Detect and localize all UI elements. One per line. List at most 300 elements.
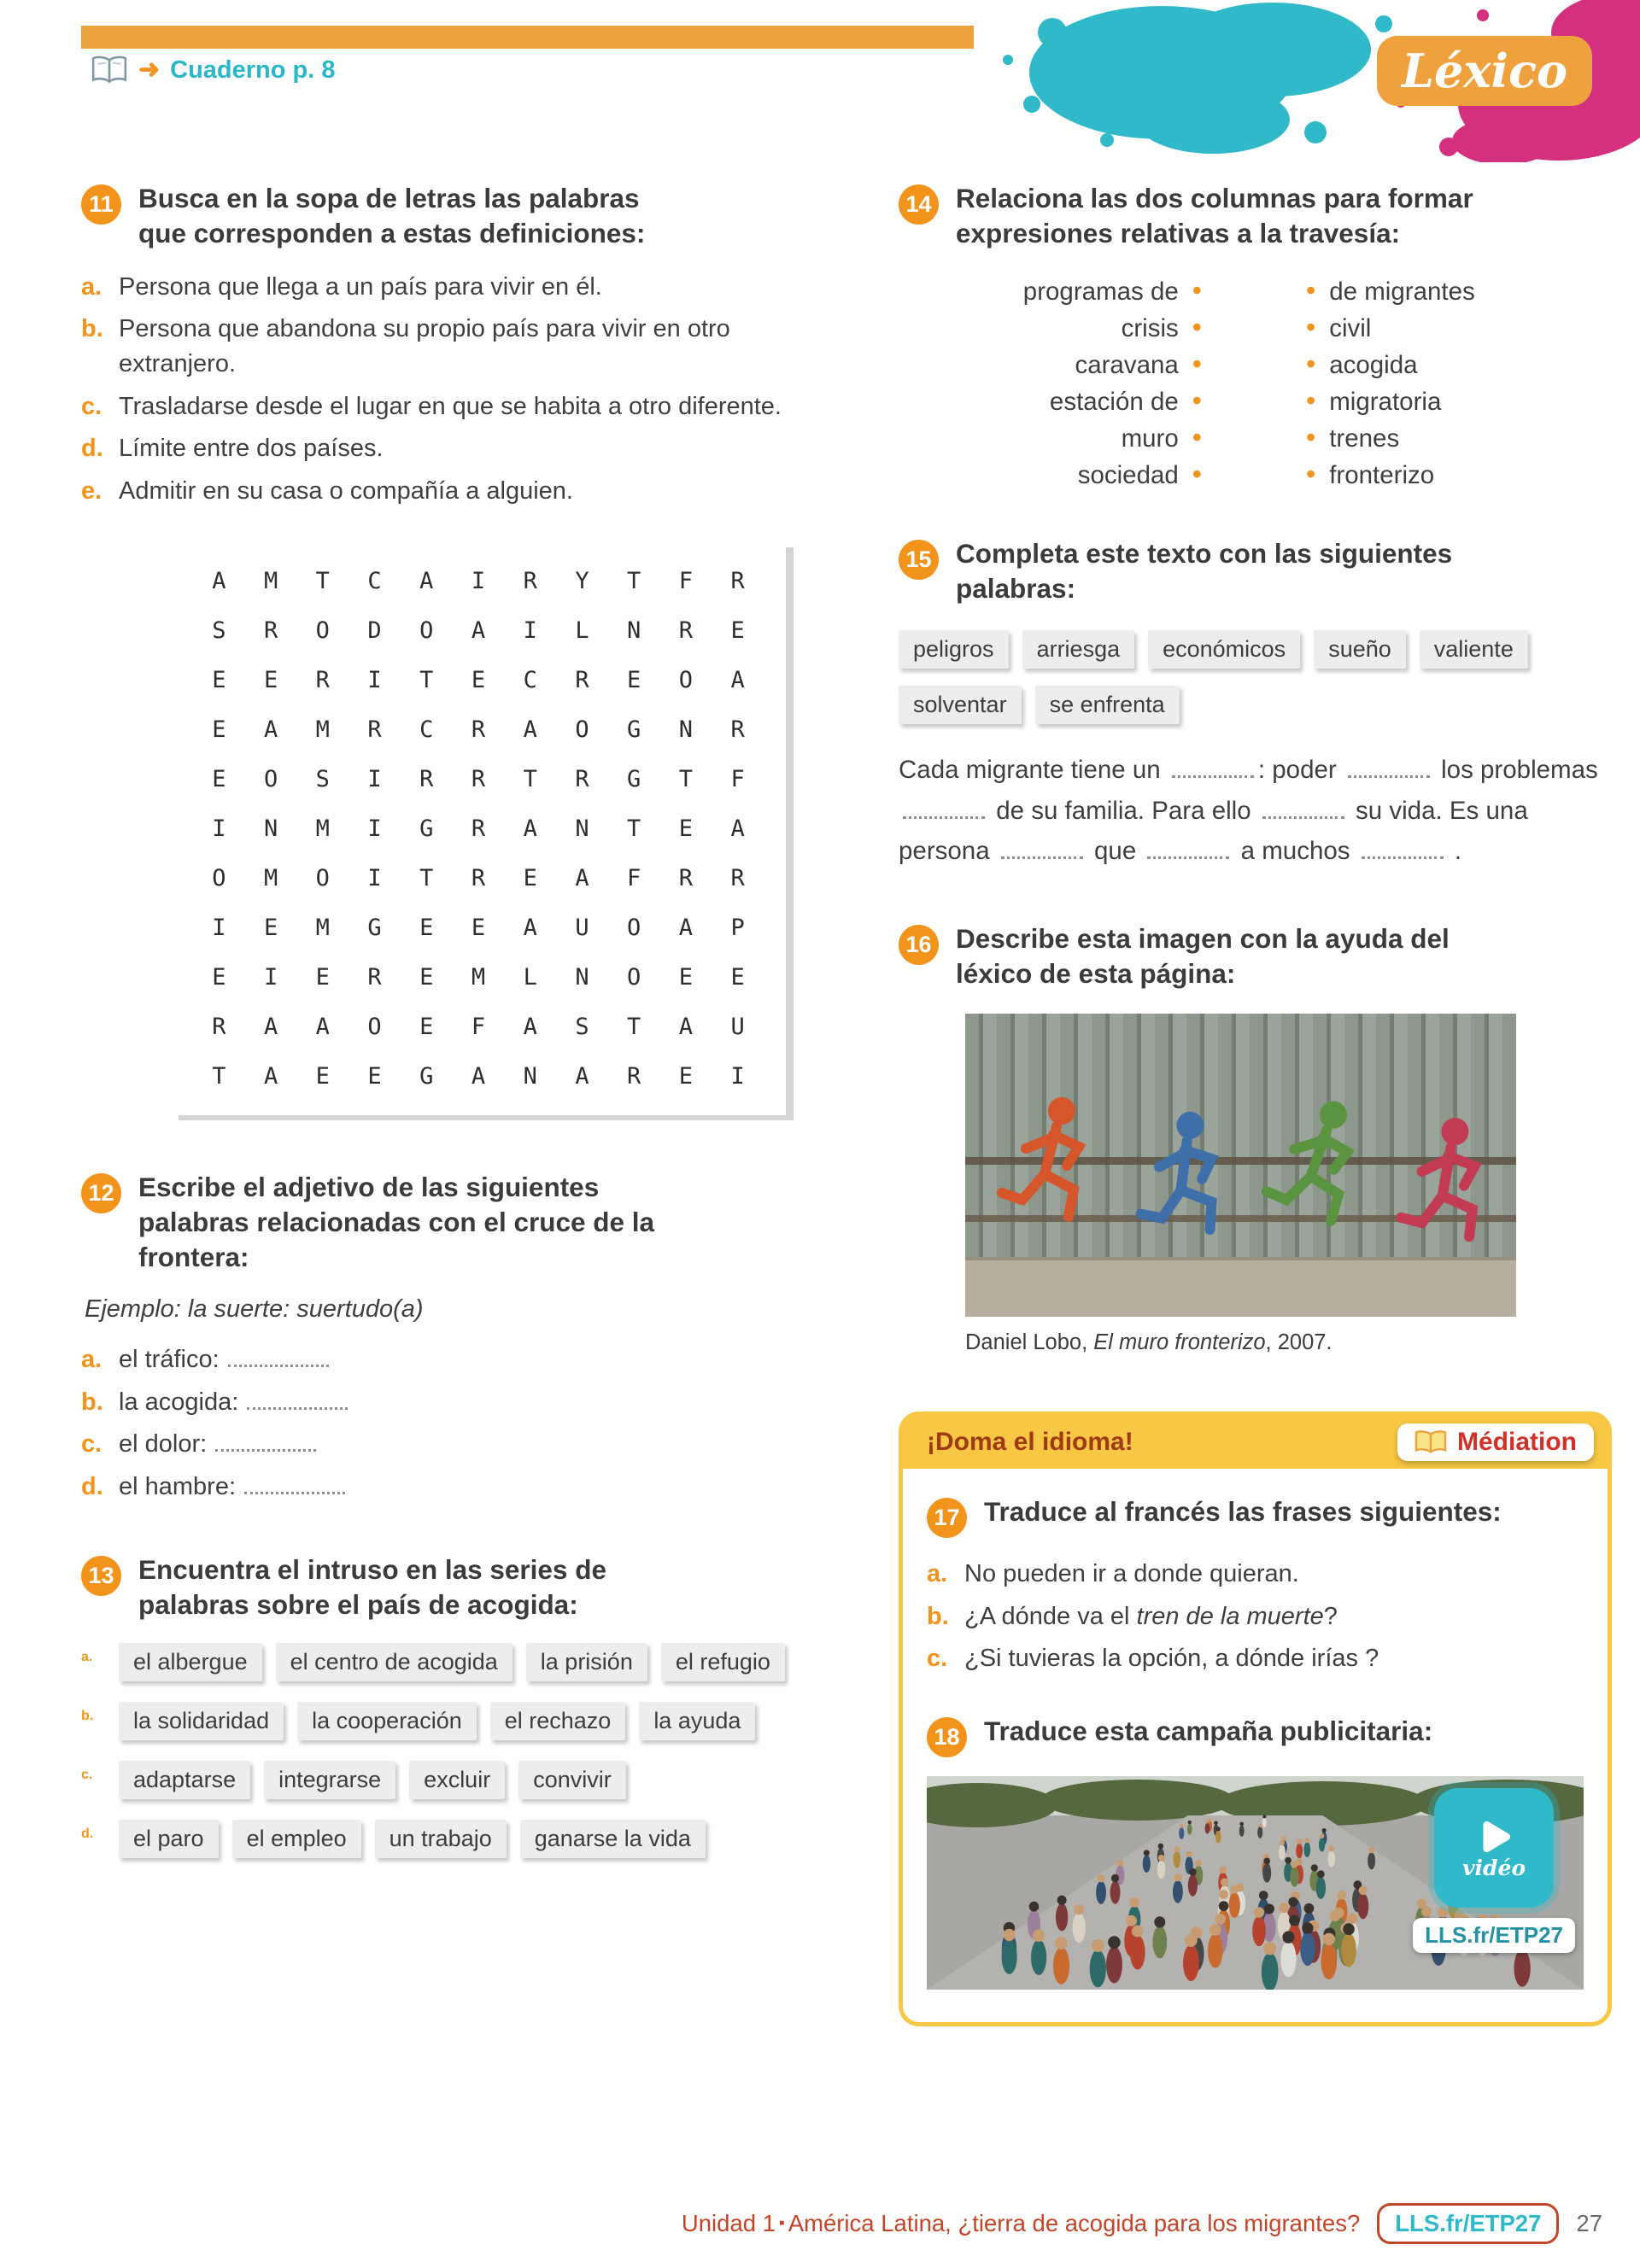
video-badge <box>1413 1788 1575 1953</box>
item-label: d. <box>81 1473 103 1501</box>
doma-box-body <box>903 1469 1608 2022</box>
exercise-12-title: Escribe el adjetivo de las siguientes palabras relacionadas con el cruce de la frontera: <box>138 1172 655 1273</box>
grid-letter: M <box>263 865 278 892</box>
grid-letter: O <box>575 716 589 744</box>
item-label: b. <box>927 1602 949 1630</box>
lls-code-link[interactable]: LLS.fr/ETP27 <box>1377 2203 1559 2244</box>
match-left-item <box>1049 384 1202 417</box>
match-right-item <box>1306 421 1400 453</box>
video-label: vidéo <box>1462 1856 1526 1881</box>
grid-letter: A <box>730 667 745 694</box>
exercise-17 <box>927 1494 1584 1676</box>
grid-letter: E <box>315 964 330 991</box>
exercise-16-number: 16 <box>899 925 939 965</box>
grid-letter: O <box>315 617 330 645</box>
arrow-icon: ➜ <box>138 56 161 84</box>
match-dot-icon: • <box>1192 348 1202 379</box>
grid-letter: E <box>678 815 694 843</box>
item-text: ¿A dónde va el tren de la muerte? <box>964 1602 1338 1630</box>
word-chip: la ayuda <box>639 1702 755 1740</box>
item-label: c. <box>927 1645 948 1673</box>
grid-letter: G <box>367 915 382 942</box>
unit-label: Unidad 1 <box>681 2210 776 2236</box>
word-chip: arriesga <box>1022 630 1135 669</box>
grid-letter: E <box>730 617 745 645</box>
sentence-item <box>927 1599 1584 1634</box>
grid-letter: E <box>730 964 745 991</box>
match-text: fronterizo <box>1329 460 1435 489</box>
play-icon <box>1470 1815 1518 1859</box>
grid-letter: E <box>212 667 226 694</box>
item-text: ¿Si tuvieras la opción, a dónde irías ? <box>964 1645 1379 1673</box>
word-chip: ganarse la vida <box>520 1820 706 1858</box>
grid-letter: N <box>627 617 641 645</box>
item-label: c. <box>81 1430 102 1458</box>
grid-letter: R <box>315 667 330 694</box>
ex13-rows <box>81 1643 837 1858</box>
exercise-11 <box>81 181 837 1115</box>
grid-letter: R <box>575 766 589 793</box>
item-label: a. <box>81 272 102 301</box>
grid-letter: M <box>315 815 330 843</box>
caption-year: , 2007. <box>1265 1330 1332 1354</box>
match-dot-icon: • <box>1306 274 1316 306</box>
grid-letter: C <box>523 667 537 694</box>
cloze-blank <box>1172 774 1254 778</box>
grid-letter: A <box>471 617 486 645</box>
item-label: b. <box>81 315 103 343</box>
grid-letter: I <box>523 617 537 645</box>
grid-letter: R <box>471 815 486 843</box>
item-text: el hambre: <box>119 1470 837 1505</box>
video-code-link[interactable]: LLS.fr/ETP27 <box>1413 1918 1575 1953</box>
grid-letter: T <box>523 766 537 793</box>
exercise-15 <box>899 536 1612 872</box>
exercise-17-header <box>927 1494 1584 1538</box>
grid-letter: E <box>678 1063 694 1090</box>
exercise-13-header <box>81 1552 837 1622</box>
match-text: programas de <box>1022 277 1179 306</box>
grid-letter: G <box>419 815 434 843</box>
exercise-14 <box>899 181 1612 490</box>
cuaderno-label: Cuaderno p. 8 <box>170 56 336 84</box>
word-chip: solventar <box>899 686 1022 724</box>
item-label: b. <box>81 1708 94 1723</box>
grid-letter: A <box>523 815 537 843</box>
item-text: Límite entre dos países. <box>119 435 384 463</box>
match-dot-icon: • <box>1306 384 1316 416</box>
grid-letter: U <box>730 1014 745 1041</box>
ex15-word-bank <box>899 630 1612 724</box>
exercise-15-title: Completa este texto con las siguientes palabras: <box>956 537 1453 604</box>
exercise-12 <box>81 1170 837 1504</box>
grid-letter: A <box>263 716 278 744</box>
grid-letter: N <box>523 1063 537 1090</box>
grid-letter: R <box>627 1063 641 1090</box>
exercise-11-number: 11 <box>81 184 121 225</box>
grid-letter: T <box>678 766 694 793</box>
unit-title: América Latina, ¿tierra de acogida para los migrantes? <box>788 2210 1361 2236</box>
exercise-13-number: 13 <box>81 1556 121 1596</box>
doma-el-idioma-box <box>899 1412 1612 2026</box>
grid-letter: A <box>212 568 226 595</box>
item-label: d. <box>81 435 103 463</box>
grid-letter: M <box>263 568 278 595</box>
grid-letter: A <box>523 915 537 942</box>
grid-letter: R <box>678 617 694 645</box>
grid-letter: R <box>523 568 537 595</box>
match-left-item <box>1022 274 1202 307</box>
item-text: el dolor: <box>119 1427 837 1462</box>
item-label: d. <box>81 1826 94 1841</box>
match-left-item <box>1078 460 1202 490</box>
word-chip: el albergue <box>119 1643 262 1681</box>
grid-letter: R <box>367 716 382 744</box>
grid-letter: E <box>627 667 641 694</box>
match-dot-icon: • <box>1192 458 1202 489</box>
exercise-16-title: Describe esta imagen con la ayuda del léxico de esta página: <box>956 923 1450 990</box>
grid-letter: A <box>575 865 589 892</box>
word-search-grid <box>171 542 786 1115</box>
item-text: el tráfico: <box>119 1342 837 1377</box>
match-right-item <box>1306 274 1475 307</box>
cuaderno-link[interactable] <box>91 55 336 85</box>
grid-letter: E <box>367 1063 382 1090</box>
word-chip: valiente <box>1420 630 1528 669</box>
match-dot-icon: • <box>1192 274 1202 306</box>
exercise-12-header <box>81 1170 837 1275</box>
match-text: de migrantes <box>1329 277 1475 306</box>
video-play-button[interactable] <box>1434 1788 1554 1908</box>
match-text: caravana <box>1075 350 1179 379</box>
exercise-14-number: 14 <box>899 184 939 225</box>
grid-letter: A <box>678 1014 694 1041</box>
item-text: Admitir en su casa o compañía a alguien. <box>119 476 573 505</box>
match-dot-icon: • <box>1192 421 1202 453</box>
match-left-item <box>1075 350 1202 380</box>
grid-letter: S <box>315 766 330 793</box>
chip-group <box>119 1761 626 1799</box>
grid-letter: T <box>315 568 330 595</box>
grid-letter: N <box>263 815 278 843</box>
exercise-16-header <box>899 921 1612 991</box>
definition-item <box>81 389 837 424</box>
match-dot-icon: • <box>1306 421 1316 453</box>
grid-letter: T <box>627 568 641 595</box>
grid-letter: I <box>212 815 226 843</box>
caption-work-title: El muro fronterizo <box>1093 1330 1266 1354</box>
cloze-blank <box>1262 815 1344 819</box>
grid-letter: I <box>730 1063 745 1090</box>
grid-letter: F <box>627 865 641 892</box>
ex17-items <box>927 1557 1584 1676</box>
grid-letter: R <box>471 865 486 892</box>
item-label: e. <box>81 476 102 505</box>
adjective-item <box>81 1470 837 1505</box>
word-chip: la prisión <box>526 1643 647 1681</box>
chip-group <box>119 1643 785 1681</box>
grid-letter: L <box>575 617 589 645</box>
grid-letter: R <box>730 716 745 744</box>
top-orange-bar <box>81 26 974 49</box>
grid-letter: R <box>419 766 434 793</box>
intruder-row <box>81 1761 837 1799</box>
grid-letter: R <box>575 667 589 694</box>
grid-letter: O <box>315 865 330 892</box>
grid-letter: A <box>263 1063 278 1090</box>
item-label: b. <box>81 1388 103 1416</box>
exercise-14-title: Relaciona las dos columnas para formar expresiones relativas a la travesía: <box>956 183 1473 248</box>
grid-letter: E <box>263 667 278 694</box>
sentence-item <box>927 1557 1584 1592</box>
match-dot-icon: • <box>1192 311 1202 342</box>
word-chip: integrarse <box>264 1761 395 1799</box>
match-text: muro <box>1121 424 1179 453</box>
definition-item <box>81 270 837 305</box>
item-label: c. <box>81 1767 93 1782</box>
match-dot-icon: • <box>1306 458 1316 489</box>
grid-letter: T <box>419 865 434 892</box>
grid-letter: E <box>212 766 226 793</box>
match-right-item <box>1306 313 1371 343</box>
grid-letter: T <box>419 667 434 694</box>
item-text: la acogida: <box>119 1385 837 1420</box>
grid-letter: O <box>212 865 226 892</box>
content-columns <box>81 181 1612 2026</box>
grid-letter: S <box>575 1014 589 1041</box>
exercise-11-title: Busca en la sopa de letras las palabras que corresponden a estas definiciones: <box>138 183 646 248</box>
match-text: crisis <box>1121 313 1179 342</box>
grid-letter: I <box>263 964 278 991</box>
exercise-18 <box>927 1714 1584 1990</box>
match-text: trenes <box>1329 424 1400 453</box>
match-right-item <box>1306 384 1442 417</box>
grid-letter: C <box>419 716 434 744</box>
grid-letter: O <box>419 617 434 645</box>
intruder-row <box>81 1820 837 1858</box>
grid-letter: E <box>678 964 694 991</box>
grid-letter: O <box>263 766 278 793</box>
grid-letter: O <box>627 915 641 942</box>
open-book-icon <box>91 55 128 85</box>
word-chip: la solidaridad <box>119 1702 284 1740</box>
exercise-11-header <box>81 181 837 251</box>
ex14-right-column <box>1306 274 1475 490</box>
grid-letter: R <box>471 766 486 793</box>
grid-letter: A <box>523 1014 537 1041</box>
grid-letter: F <box>471 1014 486 1041</box>
adjective-item <box>81 1342 837 1377</box>
match-right-item <box>1306 460 1434 490</box>
answer-blank <box>215 1447 316 1452</box>
grid-letter: L <box>523 964 537 991</box>
word-chip: excluir <box>409 1761 505 1799</box>
grid-letter: E <box>419 964 434 991</box>
grid-letter: A <box>575 1063 589 1090</box>
grid-letter: I <box>471 568 486 595</box>
exercise-13-title: Encuentra el intruso en las series de palabras sobre el país de acogida: <box>138 1553 606 1620</box>
answer-blank <box>247 1406 348 1410</box>
grid-letter: M <box>315 716 330 744</box>
campaign-image <box>927 1776 1584 1990</box>
grid-letter: A <box>315 1014 330 1041</box>
grid-letter: G <box>627 716 641 744</box>
exercise-15-header <box>899 536 1612 606</box>
page-number: 27 <box>1576 2210 1602 2236</box>
grid-letter: E <box>263 915 278 942</box>
grid-letter: R <box>730 865 745 892</box>
grid-letter: G <box>419 1063 434 1090</box>
open-book-icon <box>1414 1429 1447 1456</box>
mediation-badge <box>1397 1423 1594 1461</box>
exercise-13 <box>81 1552 837 1858</box>
match-right-item <box>1306 350 1418 380</box>
italic-phrase: tren de la muerte <box>1136 1602 1324 1630</box>
grid-letter: M <box>471 964 486 991</box>
word-chip: económicos <box>1148 630 1300 669</box>
word-chip: se enfrenta <box>1035 686 1180 724</box>
grid-letter: S <box>212 617 226 645</box>
grid-letter: I <box>367 815 382 843</box>
grid-letter: I <box>212 915 226 942</box>
cloze-blank <box>903 815 985 819</box>
grid-letter: E <box>212 716 226 744</box>
paper-figures-illustration <box>965 1014 1516 1317</box>
word-chip: adaptarse <box>119 1761 250 1799</box>
match-text: acogida <box>1329 350 1418 379</box>
answer-blank <box>244 1490 345 1494</box>
page-footer <box>682 2203 1602 2244</box>
grid-letter: T <box>212 1063 226 1090</box>
definition-item <box>81 474 837 509</box>
exercise-17-number: 17 <box>927 1498 967 1538</box>
grid-letter: R <box>367 964 382 991</box>
grid-letter: C <box>367 568 382 595</box>
grid-letter: R <box>678 865 694 892</box>
match-left-item <box>1121 421 1202 453</box>
grid-letter: E <box>419 1014 434 1041</box>
ex15-cloze-text: Cada migrante tiene un : poder los problemas de su familia. Para ello su vida. Es una persona que a muchos . <box>899 755 1598 866</box>
word-chip: convivir <box>518 1761 626 1799</box>
exercise-17-title: Traduce al francés las frases siguientes: <box>984 1495 1502 1527</box>
mediation-label: Médiation <box>1457 1427 1577 1456</box>
cloze-blank <box>1001 855 1083 859</box>
word-chip: la cooperación <box>297 1702 477 1740</box>
definition-item <box>81 312 837 381</box>
grid-letter: E <box>523 865 537 892</box>
match-left-item <box>1122 313 1202 343</box>
cloze-blank <box>1147 855 1229 859</box>
cloze-blank <box>1362 855 1444 859</box>
grid-letter: D <box>367 617 382 645</box>
exercise-18-header <box>927 1714 1584 1757</box>
grid-letter: F <box>678 568 694 595</box>
grid-letter: I <box>367 766 382 793</box>
match-dot-icon: • <box>1306 311 1316 342</box>
paint-splash-decoration <box>905 0 1640 162</box>
match-text: migratoria <box>1329 387 1442 416</box>
word-chip: el rechazo <box>490 1702 626 1740</box>
word-chip: el refugio <box>661 1643 785 1681</box>
item-text: Persona que llega a un país para vivir en él. <box>119 272 602 301</box>
cloze-blank <box>1348 774 1430 778</box>
grid-letter: I <box>367 865 382 892</box>
caption-artist: Daniel Lobo, <box>965 1330 1094 1354</box>
grid-letter: A <box>523 716 537 744</box>
grid-letter: Y <box>575 568 589 595</box>
word-chip: el paro <box>119 1820 219 1858</box>
grid-letter: E <box>471 667 486 694</box>
example-line: Ejemplo: la suerte: suertudo(a) <box>85 1295 424 1324</box>
grid-letter: G <box>627 766 641 793</box>
match-dot-icon: • <box>1192 384 1202 416</box>
grid-letter: R <box>263 617 278 645</box>
exercise-14-header <box>899 181 1612 251</box>
grid-letter: A <box>419 568 434 595</box>
grid-letter: R <box>212 1014 226 1041</box>
chip-group <box>119 1820 706 1858</box>
definition-item <box>81 431 837 466</box>
item-text: Persona que abandona su propio país para vivir en otro extranjero. <box>119 315 730 378</box>
grid-letter: O <box>367 1014 382 1041</box>
grid-letter: T <box>627 1014 641 1041</box>
doma-box-title: ¡Doma el idioma! <box>927 1427 1133 1456</box>
grid-letter: A <box>471 1063 486 1090</box>
grid-letter: A <box>263 1014 278 1041</box>
intruder-row <box>81 1643 837 1681</box>
item-text: Trasladarse desde el lugar en que se habita a otro diferente. <box>119 392 782 420</box>
adjective-item <box>81 1427 837 1462</box>
grid-letter: E <box>315 1063 330 1090</box>
sentence-item <box>927 1641 1584 1676</box>
answer-blank <box>228 1363 329 1367</box>
grid-letter: U <box>575 915 589 942</box>
item-label: c. <box>81 392 102 420</box>
grid-letter: F <box>730 766 745 793</box>
match-text: estación de <box>1049 387 1179 416</box>
match-text: sociedad <box>1077 460 1179 489</box>
left-column <box>81 181 837 2026</box>
match-dot-icon: • <box>1306 348 1316 379</box>
doma-box-header <box>903 1416 1608 1469</box>
word-chip: el empleo <box>232 1820 361 1858</box>
grid-letter: P <box>730 915 745 942</box>
match-text: civil <box>1329 313 1372 342</box>
exercise-18-number: 18 <box>927 1717 967 1757</box>
ex11-definitions <box>81 270 837 509</box>
exercise-12-number: 12 <box>81 1173 121 1213</box>
grid-letter: R <box>471 716 486 744</box>
exercise-16 <box>899 921 1612 1355</box>
grid-letter: N <box>575 815 589 843</box>
muro-fronterizo-image <box>965 1014 1516 1317</box>
ex14-left-column <box>933 274 1202 490</box>
grid-letter: O <box>678 667 694 694</box>
matching-columns <box>933 274 1612 490</box>
grid-letter: N <box>678 716 694 744</box>
grid-letter: T <box>627 815 641 843</box>
grid-letter: O <box>627 964 641 991</box>
grid-letter: A <box>730 815 745 843</box>
image-caption <box>965 1330 1612 1355</box>
bullet-separator: ▪ <box>778 2214 785 2232</box>
item-text: No pueden ir a donde quieran. <box>964 1559 1299 1587</box>
grid-letter: A <box>678 915 694 942</box>
grid-letter: N <box>575 964 589 991</box>
lexico-badge-label: Léxico <box>1402 44 1567 98</box>
grid-letter: I <box>367 667 382 694</box>
grid-letter: E <box>471 915 486 942</box>
